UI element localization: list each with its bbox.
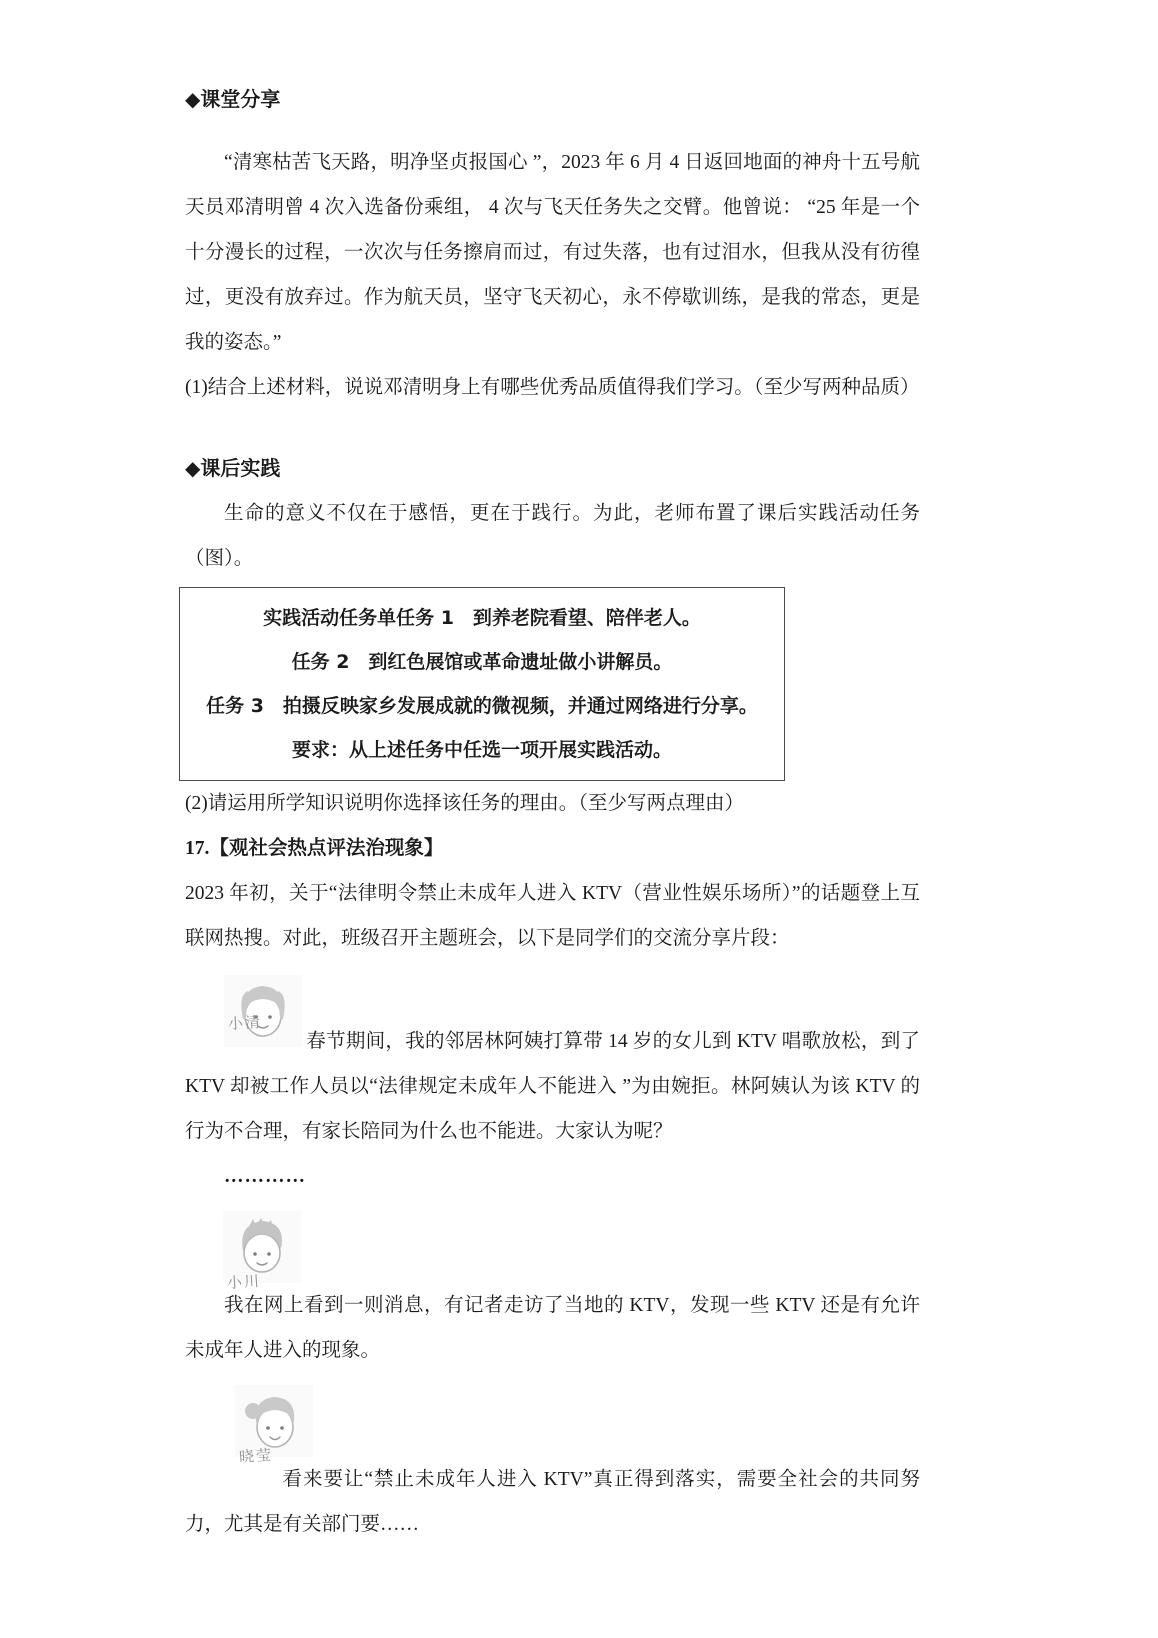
avatar-xiaochuan xyxy=(223,1211,301,1293)
avatar-xiaoying xyxy=(235,1385,313,1467)
avatar-name-xiaochuan: 小川 xyxy=(226,1271,262,1293)
avatar-xiaochuan-row xyxy=(223,1211,920,1293)
heading-class-sharing: ◆课堂分享 xyxy=(185,87,281,111)
question-2: (2)请运用所学知识说明你选择该任务的理由。（至少写两点理由） xyxy=(185,793,744,814)
paragraph-astronaut-material: “清寒枯苦飞天路，明净坚贞报国心 ”，2023 年 6 月 4 日返回地面的神舟十五号航天员邓清明曾 4 次入选备份乘组， 4 次与飞天任务失之交臂。他曾说： “25 年是一个十分漫长的过程，一次次与任务擦肩而过，有过失落，也有过泪水，但我从没有彷徨过，更没有放弃过。作为航天员，坚守飞天初心，永不停歇训练，是我的常态，更是我的姿态。” xyxy=(185,152,920,353)
speaker-xiaoying-text: 看来要让“禁止未成年人进入 KTV”真正得到落实，需要全社会的共同努力，尤其是有关部门要…… xyxy=(185,1469,920,1535)
task-line-3: 任务 3 拍摄反映家乡发展成就的微视频，并通过网络进行分享。 xyxy=(206,695,758,717)
task-line-2: 任务 2 到红色展馆或革命遗址做小讲解员。 xyxy=(291,651,673,673)
heading-after-class-practice: ◆课后实践 xyxy=(185,456,281,480)
speaker-xiaoqing-text: 春节期间，我的邻居林阿姨打算带 14 岁的女儿到 KTV 唱歌放松，到了 KTV 却被工作人员以“法律规定未成年人不能进入 ”为由婉拒。林阿姨认为该 KTV 的行为不合理，有家长陪同为什么也不能进。大家认为呢？ xyxy=(185,1031,920,1142)
paragraph-ktv-topic-intro: 2023 年初，关于“法律明令禁止未成年人进入 KTV（营业性娱乐场所）”的话题登上互联网热搜。对此，班级召开主题班会，以下是同学们的交流分享片段： xyxy=(185,883,920,949)
avatar-xiaoying-row xyxy=(235,1385,920,1467)
speaker-xiaoqing-paragraph xyxy=(185,975,920,1154)
ellipsis-line: ………… xyxy=(224,1166,306,1187)
girl-ponytail-face-icon xyxy=(235,1385,313,1467)
boy-face-icon xyxy=(223,1211,301,1293)
avatar-name-xiaoqing: 小清 xyxy=(227,1012,263,1034)
task-line-1: 实践活动任务单任务 1 到养老院看望、陪伴老人。 xyxy=(263,607,701,629)
paragraph-practice-intro: 生命的意义不仅在于感悟，更在于践行。为此，老师布置了课后实践活动任务（图）。 xyxy=(185,503,920,569)
question-1: (1)结合上述材料，说说邓清明身上有哪些优秀品质值得我们学习。（至少写两种品质） xyxy=(185,377,920,398)
task-list-box xyxy=(179,587,785,781)
speaker-xiaochuan-text: 我在网上看到一则消息，有记者走访了当地的 KTV，发现一些 KTV 还是有允许未成年人进入的现象。 xyxy=(185,1295,920,1361)
task-line-4: 要求：从上述任务中任选一项开展实践活动。 xyxy=(291,739,672,761)
avatar-name-xiaoying: 晓莹 xyxy=(238,1445,274,1467)
heading-question-17: 17.【观社会热点评法治现象】 xyxy=(185,838,444,859)
avatar-xiaoqing xyxy=(224,975,302,1047)
